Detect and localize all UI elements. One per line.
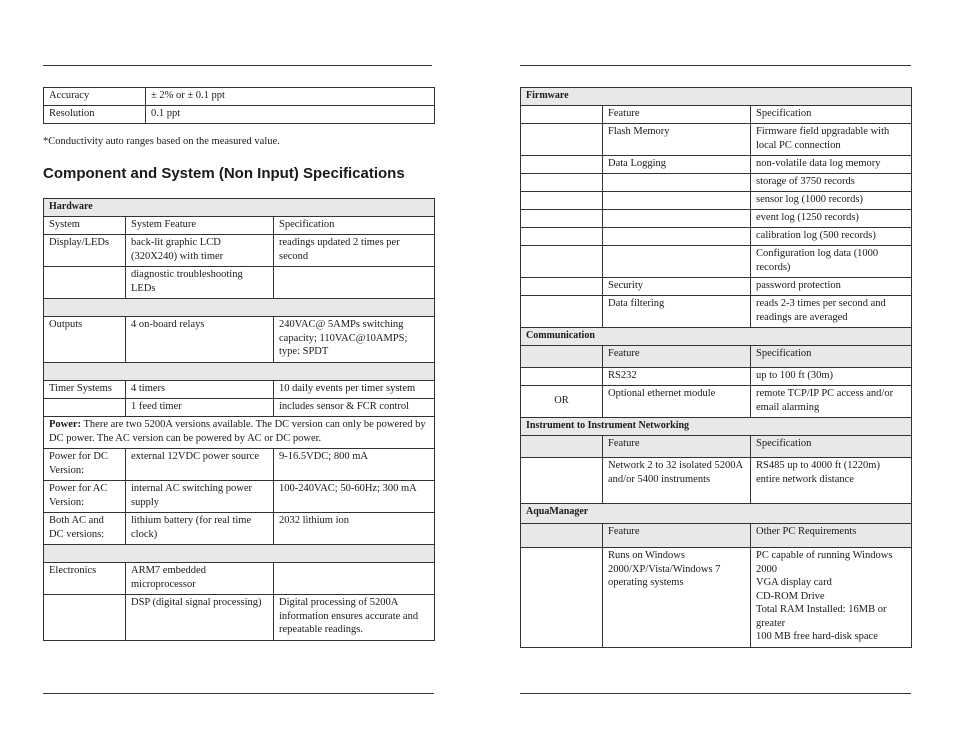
- firmware-spec: event log (1250 records): [751, 210, 912, 228]
- pc-requirement: VGA display card: [756, 577, 832, 588]
- resolution-value: 0.1 ppt: [146, 106, 435, 124]
- spacer-row: [44, 545, 435, 563]
- table-row: [44, 317, 435, 363]
- firmware-title-row: [521, 88, 912, 106]
- outputs-spec: 240VAC@ 5AMPs switching capacity; 110VAC@10AMPS; type: SPDT: [274, 317, 435, 363]
- firmware-feature: [603, 192, 751, 210]
- table-row: [44, 106, 435, 124]
- electronics-system: Electronics: [44, 563, 126, 595]
- right-bottom-rule: [520, 693, 911, 694]
- table-row: [44, 88, 435, 106]
- display-system: Display/LEDs: [44, 235, 126, 267]
- table-row: [521, 296, 912, 328]
- power-note: [44, 417, 435, 449]
- display-spec: readings updated 2 times per second: [274, 235, 435, 267]
- firmware-feature: Flash Memory: [603, 124, 751, 156]
- communication-col-feature: Feature: [603, 346, 751, 368]
- power-dc-feature: external 12VDC power source: [126, 449, 274, 481]
- timer-spec: 10 daily events per timer system: [274, 381, 435, 399]
- firmware-feature: [603, 246, 751, 278]
- communication-title: Communication: [521, 328, 912, 346]
- pc-requirement: 100 MB free hard-disk space: [756, 631, 878, 642]
- aquamanager-col-feature: Feature: [603, 524, 751, 548]
- right-top-rule: [520, 65, 911, 66]
- firmware-feature: [603, 174, 751, 192]
- firmware-col-feature: Feature: [603, 106, 751, 124]
- table-row: [521, 548, 912, 648]
- table-row: [521, 174, 912, 192]
- table-row: [521, 368, 912, 386]
- communication-feature: Optional ethernet module: [603, 386, 751, 418]
- col-system-feature: System Feature: [126, 217, 274, 235]
- table-row: [44, 481, 435, 513]
- table-row: [521, 228, 912, 246]
- power-dc-spec: 9-16.5VDC; 800 mA: [274, 449, 435, 481]
- col-specification: Specification: [274, 217, 435, 235]
- networking-spec: RS485 up to 4000 ft (1220m) entire network distance: [751, 458, 912, 504]
- networking-feature: Network 2 to 32 isolated 5200A and/or 5400 instruments: [603, 458, 751, 504]
- firmware-spec: Firmware field upgradable with local PC connection: [751, 124, 912, 156]
- communication-or-label: OR: [521, 386, 603, 418]
- firmware-feature: Data Logging: [603, 156, 751, 174]
- table-row: [521, 192, 912, 210]
- table-row: [521, 210, 912, 228]
- table-row: [44, 513, 435, 545]
- outputs-feature: 4 on-board relays: [126, 317, 274, 363]
- power-note-row: [44, 417, 435, 449]
- firmware-col-spec: Specification: [751, 106, 912, 124]
- table-row: [44, 267, 435, 299]
- display-feature-leds: diagnostic troubleshooting LEDs: [126, 267, 274, 299]
- networking-title: Instrument to Instrument Networking: [521, 418, 912, 436]
- left-bottom-rule: [43, 693, 434, 694]
- table-row: [44, 449, 435, 481]
- table-row: [44, 235, 435, 267]
- firmware-spec: sensor log (1000 records): [751, 192, 912, 210]
- communication-title-row: [521, 328, 912, 346]
- aquamanager-spec: [751, 548, 912, 648]
- firmware-spec: password protection: [751, 278, 912, 296]
- col-system: System: [44, 217, 126, 235]
- outputs-system: Outputs: [44, 317, 126, 363]
- firmware-spec: non-volatile data log memory: [751, 156, 912, 174]
- resolution-label: Resolution: [44, 106, 146, 124]
- power-both-system: Both AC and DC versions:: [44, 513, 126, 545]
- power-ac-feature: internal AC switching power supply: [126, 481, 274, 513]
- table-row: [521, 386, 912, 418]
- accuracy-value: ± 2% or ± 0.1 ppt: [146, 88, 435, 106]
- firmware-title: Firmware: [521, 88, 912, 106]
- firmware-spec: storage of 3750 records: [751, 174, 912, 192]
- hardware-title: Hardware: [44, 199, 435, 217]
- power-dc-system: Power for DC Version:: [44, 449, 126, 481]
- left-top-rule: [43, 65, 432, 66]
- table-row: [521, 124, 912, 156]
- aquamanager-title: AquaManager: [521, 504, 912, 524]
- pc-requirement: PC capable of running Windows 2000: [756, 550, 893, 575]
- timer-feature: 4 timers: [126, 381, 274, 399]
- firmware-spec: reads 2-3 times per second and readings are averaged: [751, 296, 912, 328]
- firmware-feature: Data filtering: [603, 296, 751, 328]
- networking-header-row: [521, 436, 912, 458]
- power-ac-system: Power for AC Version:: [44, 481, 126, 513]
- communication-spec: remote TCP/IP PC access and/or email alarming: [751, 386, 912, 418]
- dsp-feature: DSP (digital signal processing): [126, 595, 274, 641]
- table-row: [521, 246, 912, 278]
- aquamanager-header-row: [521, 524, 912, 548]
- section-title: Component and System (Non Input) Specifications: [43, 165, 405, 182]
- dsp-spec: Digital processing of 5200A information ensures accurate and repeatable readings.: [274, 595, 435, 641]
- display-feature: back-lit graphic LCD (320X240) with timer: [126, 235, 274, 267]
- networking-title-row: [521, 418, 912, 436]
- table-row: [521, 458, 912, 504]
- feed-timer-feature: 1 feed timer: [126, 399, 274, 417]
- table-row: [521, 156, 912, 174]
- table-row: [521, 278, 912, 296]
- aquamanager-title-row: [521, 504, 912, 524]
- feed-timer-spec: includes sensor & FCR control: [274, 399, 435, 417]
- communication-feature: RS232: [603, 368, 751, 386]
- firmware-feature: [603, 210, 751, 228]
- networking-col-spec: Specification: [751, 436, 912, 458]
- spacer-row: [44, 363, 435, 381]
- communication-header-row: [521, 346, 912, 368]
- timer-system: Timer Systems: [44, 381, 126, 399]
- hardware-header-row: [44, 217, 435, 235]
- firmware-feature: Security: [603, 278, 751, 296]
- firmware-spec: Configuration log data (1000 records): [751, 246, 912, 278]
- conductivity-footnote: *Conductivity auto ranges based on the measured value.: [43, 136, 280, 147]
- firmware-table: [520, 87, 912, 648]
- measurement-table: [43, 87, 435, 124]
- electronics-feature: ARM7 embedded microprocessor: [126, 563, 274, 595]
- communication-label: [521, 368, 603, 386]
- firmware-spec: calibration log (500 records): [751, 228, 912, 246]
- aquamanager-col-pc-req: Other PC Requirements: [751, 524, 912, 548]
- networking-col-feature: Feature: [603, 436, 751, 458]
- communication-col-spec: Specification: [751, 346, 912, 368]
- power-lead: Power:: [49, 419, 82, 430]
- hardware-table: [43, 198, 435, 641]
- aquamanager-feature: Runs on Windows 2000/XP/Vista/Windows 7 operating systems: [603, 548, 751, 648]
- power-both-feature: lithium battery (for real time clock): [126, 513, 274, 545]
- table-row: [44, 399, 435, 417]
- pc-requirement: CD-ROM Drive: [756, 590, 825, 602]
- power-ac-spec: 100-240VAC; 50-60Hz; 300 mA: [274, 481, 435, 513]
- table-row: [44, 381, 435, 399]
- spacer-row: [44, 299, 435, 317]
- accuracy-label: Accuracy: [44, 88, 146, 106]
- table-row: [44, 595, 435, 641]
- hardware-title-row: [44, 199, 435, 217]
- power-text: There are two 5200A versions available. The DC version can only be powered by DC power. The AC version can be powered by AC or DC power.: [49, 419, 426, 444]
- firmware-header-row: [521, 106, 912, 124]
- table-row: [44, 563, 435, 595]
- firmware-feature: [603, 228, 751, 246]
- communication-spec: up to 100 ft (30m): [751, 368, 912, 386]
- pc-requirement: Total RAM Installed: 16MB or greater: [756, 604, 887, 629]
- power-both-spec: 2032 lithium ion: [274, 513, 435, 545]
